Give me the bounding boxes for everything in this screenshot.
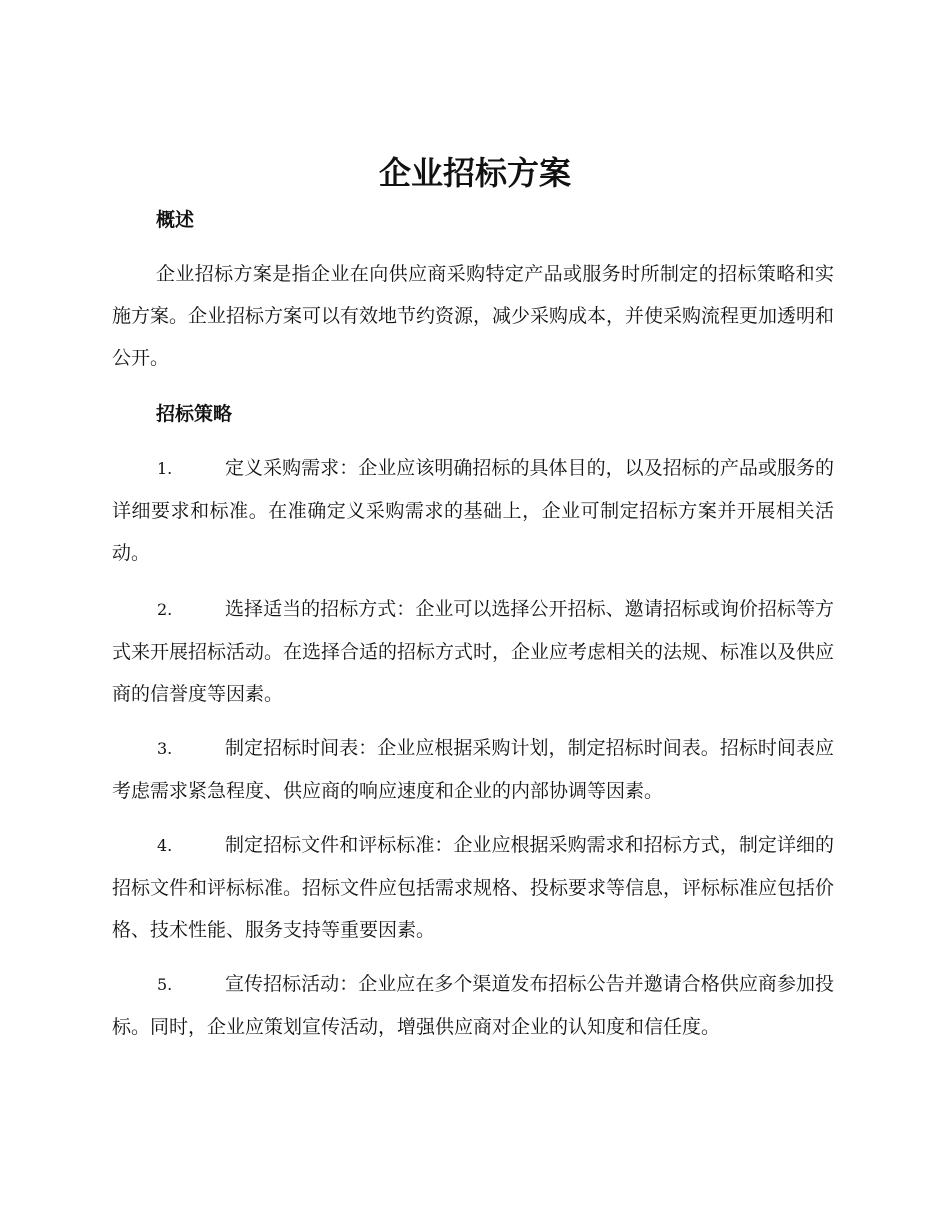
section-heading-strategy: 招标策略 <box>156 403 233 425</box>
list-item-text: 定义采购需求：企业应该明确招标的具体目的，以及招标的产品或服务的详细要求和标准。在准确定义采购需求的基础上，企业可制定招标方案并开展相关活动。 <box>112 457 834 564</box>
list-item-text: 制定招标时间表：企业应根据采购计划，制定招标时间表。招标时间表应考虑需求紧急程度、供应商的响应速度和企业的内部协调等因素。 <box>112 737 834 802</box>
overview-paragraph: 企业招标方案是指企业在向供应商采购特定产品或服务时所制定的招标策略和实施方案。企业招标方案可以有效地节约资源，减少采购成本，并使采购流程更加透明和公开。 <box>112 263 835 369</box>
list-item <box>112 727 834 812</box>
list-item <box>112 963 834 1048</box>
document-title: 企业招标方案 <box>378 154 571 192</box>
list-item-number: 4. <box>157 836 173 855</box>
list-item-number: 5. <box>157 975 173 994</box>
section-heading-overview: 概述 <box>156 209 195 231</box>
list-item-text: 宣传招标活动：企业应在多个渠道发布招标公告并邀请合格供应商参加投标。同时，企业应策划宣传活动，增强供应商对企业的认知度和信任度。 <box>112 973 834 1038</box>
list-item-number: 1. <box>157 459 173 478</box>
list-item-number: 3. <box>157 739 173 758</box>
list-item-text: 制定招标文件和评标标准：企业应根据采购需求和招标方式，制定详细的招标文件和评标标准。招标文件应包括需求规格、投标要求等信息，评标标准应包括价格、技术性能、服务支持等重要因素。 <box>112 834 835 941</box>
list-item <box>112 588 834 715</box>
list-item <box>112 447 834 574</box>
list-item-number: 2. <box>157 600 173 619</box>
list-item <box>112 824 834 951</box>
list-item-text: 选择适当的招标方式：企业可以选择公开招标、邀请招标或询价招标等方式来开展招标活动。在选择合适的招标方式时，企业应考虑相关的法规、标准以及供应商的信誉度等因素。 <box>112 598 835 705</box>
